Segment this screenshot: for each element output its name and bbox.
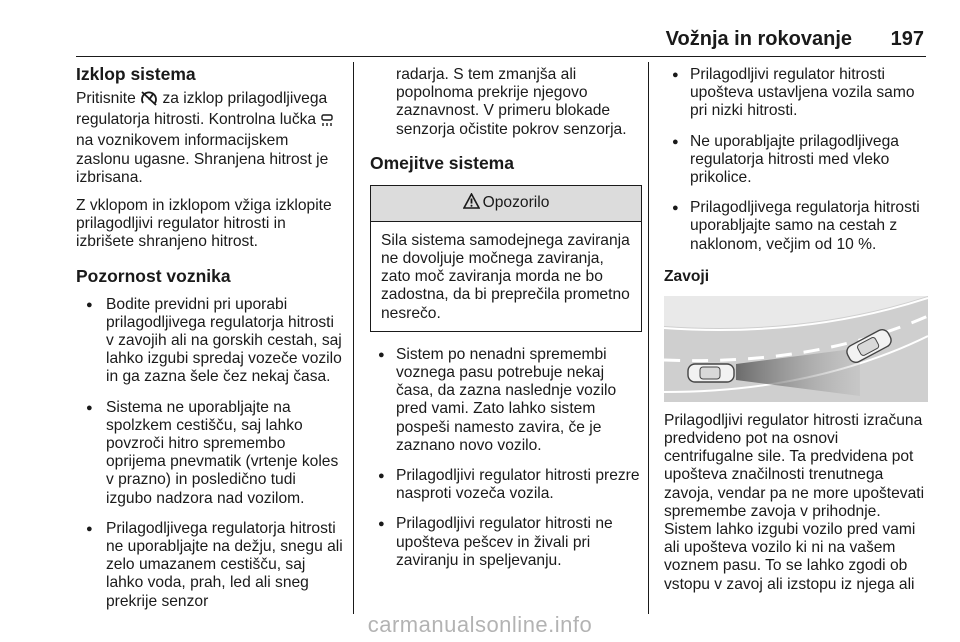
heading-system-off: Izklop sistema [76, 64, 196, 84]
column-3 [664, 62, 928, 602]
warning-triangle-icon [463, 193, 480, 214]
cruise-control-off-icon [140, 90, 158, 111]
column-1 [76, 62, 346, 623]
column-2 [370, 62, 642, 582]
column-divider [353, 62, 354, 614]
list-item: ● Sistem po nenadni spremembi voznega pasu potrebuje nekaj časa, da zazna naslednje vozilo pred vami. Zato lahko sistem pospeši namesto zavira, če je zaznano novo vozilo. [370, 346, 642, 455]
watermark: carmanualsonline.info [367, 612, 593, 637]
page-header [0, 0, 960, 60]
list-item: ● Prilagodljivi regulator hitrosti ne upošteva pešcev in živali pri zaviranju in speljevanju. [370, 515, 642, 570]
list-item: ● Prilagodljivi regulator hitrosti prezre nasproti vozeča vozila. [370, 467, 642, 503]
bullet-list [664, 66, 928, 254]
column-divider [648, 62, 649, 614]
adaptive-cruise-indicator-icon [320, 113, 334, 132]
list-item: ● Sistema ne uporabljajte na spolzkem cestišču, saj lahko povzroči hitro spremembo oprijema pnevmatik (vrtenje koles v prazno) in posledično tudi izgubo nadzora nad vozilom. [76, 399, 346, 508]
section-title: Vožnja in rokovanje [665, 28, 852, 50]
list-item: ● Ne uporabljajte prilagodljivega regulatorja hitrosti med vleko prikolice. [664, 133, 928, 188]
header-rule [76, 56, 926, 57]
bullet-list [76, 296, 346, 611]
heading-system-limits: Omejitve sistema [370, 152, 514, 173]
heading-curves: Zavoji [664, 267, 710, 285]
list-item: ● Prilagodljivega regulatorja hitrosti uporabljajte samo na cestah z naklonom, večjim od 10 %. [664, 199, 928, 254]
own-car-icon [688, 364, 734, 382]
page-number: 197 [890, 28, 924, 50]
warning-header [371, 186, 641, 222]
list-item: ● Prilagodljivega regulatorja hitrosti ne uporabljajte na dežju, snegu ali zelo umazanem cestišču, saj lahko voda, prah, led ali sneg prekrije senzor [76, 520, 346, 611]
list-item: ● Bodite previdni pri uporabi prilagodljivega regulatorja hitrosti v zavojih ali na gorskih cestah, saj lahko izgubi spredaj vozeče vozilo in ga zazna šele čez nekaj časa. [76, 296, 346, 387]
heading-driver-attention: Pozornost voznika [76, 265, 231, 286]
paragraph-curves: Prilagodljivi regulator hitrosti izračuna predvideno pot na osnovi centrifugalne sile. Ta predvidena pot upošteva značilnosti trenutnega zavoja, vendar pa ne more upoštevati spremembe zavoja v prihodnje. Sistem lahko izgubi vozilo pred vami ali upošteva vozilo ki ni na vašem voznem pasu. To se lahko zgodi ob vstopu v zavoj ali izstopu iz njega ali [664, 411, 925, 593]
warning-title: Opozorilo [482, 194, 550, 212]
curve-illustration [664, 296, 928, 402]
paragraph-system-off: Pritisnite za izklop prilagodljivega regulatorja hitrosti. Kontrolna lučka na voznikovem informacijskem zaslonu ugasne. Shranjena hitrost je izbrisana. [76, 90, 346, 187]
warning-text: Sila sistema samodejnega zaviranja ne dovoljuje močnega zaviranja, zato moč zaviranja morda ne bo zadostna, da bi preprečila prometno nesrečo. [381, 231, 630, 322]
continued-text: radarja. S tem zmanjša ali popolnoma prekrije njegovo zaznavnost. V primeru blokade senzorja očistite pokrov senzorja. [396, 66, 627, 138]
list-item: ● Prilagodljivi regulator hitrosti upošteva ustavljena vozila samo pri nizki hitrosti. [664, 66, 928, 121]
paragraph-ignition: Z vklopom in izklopom vžiga izklopite prilagodljivi regulator hitrosti in izbrišete shranjeno hitrost. [76, 197, 332, 251]
warning-box [370, 185, 642, 332]
bullet-list [370, 346, 642, 570]
